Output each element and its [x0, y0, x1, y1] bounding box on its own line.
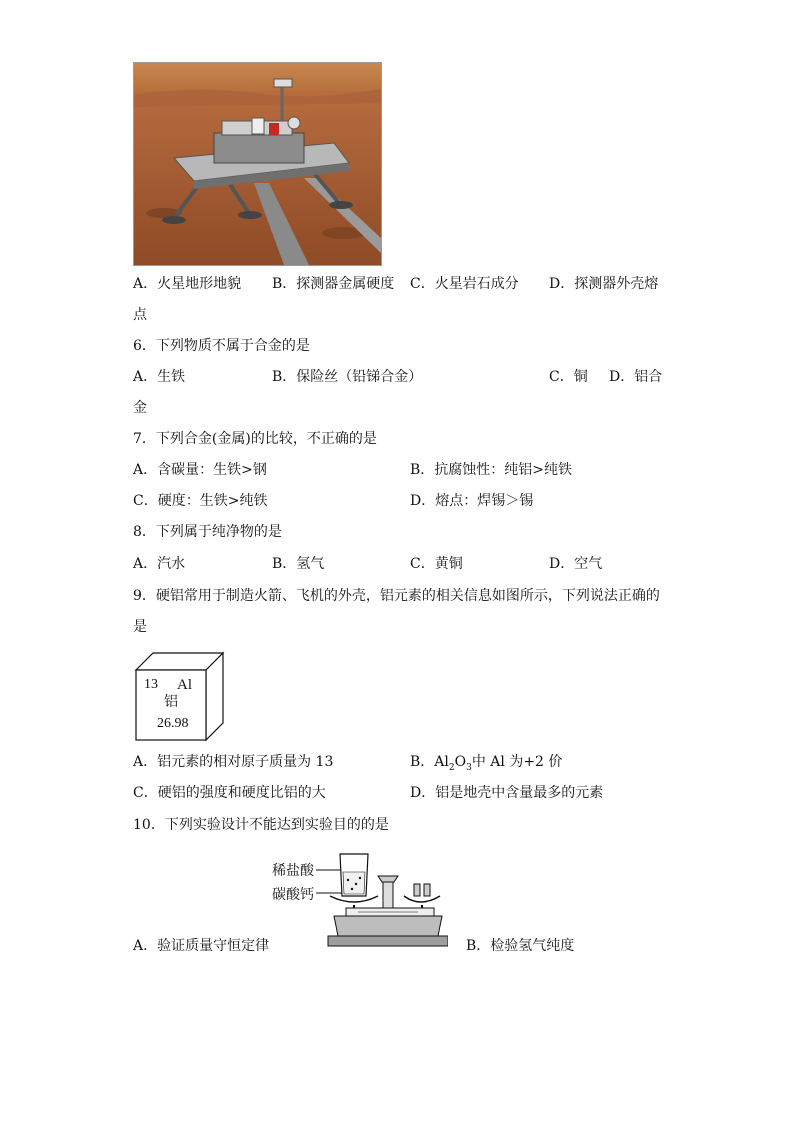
label-dilute-hydrochloric-acid: 稀盐酸: [272, 863, 314, 879]
element-name: 铝: [164, 695, 178, 710]
q6-option-b: B．保险丝（铅锑合金）: [272, 369, 423, 385]
q10-option-a: A．验证质量守恒定律: [133, 938, 270, 954]
q9-option-b: B．$Al_2O_3$中 Al 为+2 价: [410, 754, 563, 773]
q5-option-a: A．火星地形地貌: [133, 276, 242, 292]
element-atomic-number: 13: [144, 677, 158, 692]
q7-option-b: B．抗腐蚀性：纯铝>纯铁: [410, 462, 573, 478]
q6-stem: 6．下列物质不属于合金的是: [133, 338, 310, 354]
element-symbol: Al: [177, 677, 192, 693]
q6-option-c: C．铜: [549, 369, 588, 385]
q5-option-d-continued: 点: [133, 307, 147, 323]
q5-option-d: D．探测器外壳熔: [549, 276, 659, 292]
q8-option-b: B．氢气: [272, 556, 325, 572]
q7-option-a: A．含碳量：生铁>钢: [133, 462, 267, 478]
q7-stem: 7．下列合金(金属)的比较，不正确的是: [133, 431, 377, 447]
mars-lander-image: [133, 62, 382, 266]
q9-option-d: D．铝是地壳中含量最多的元素: [410, 785, 604, 801]
q9-stem-line1: 9．硬铝常用于制造火箭、飞机的外壳，铝元素的相关信息如图所示，下列说法正确的: [133, 588, 660, 604]
q6-option-d: D．铝合: [609, 369, 663, 385]
balance-experiment-diagram: [268, 850, 448, 950]
q5-option-c: C．火星岩石成分: [410, 276, 519, 292]
q6-option-d-continued: 金: [133, 400, 147, 416]
q10-stem: 10．下列实验设计不能达到实验目的的是: [133, 817, 389, 833]
q7-option-d: D．熔点：焊锡＞锡: [410, 493, 534, 509]
aluminum-element-card: [133, 650, 225, 742]
q7-option-c: C．硬度：生铁>纯铁: [133, 493, 268, 509]
q9-option-c: C．硬铝的强度和硬度比铝的大: [133, 785, 326, 801]
q9-stem-line2: 是: [133, 619, 147, 635]
q9-option-a: A．铝元素的相对原子质量为 13: [133, 754, 334, 770]
element-atomic-mass: 26.98: [157, 716, 189, 731]
q10-option-b: B．检验氢气纯度: [466, 938, 575, 954]
label-calcium-carbonate: 碳酸钙: [272, 887, 314, 903]
q6-option-a: A．生铁: [133, 369, 186, 385]
q8-stem: 8．下列属于纯净物的是: [133, 524, 282, 540]
q8-option-a: A．汽水: [133, 556, 186, 572]
q8-option-c: C．黄铜: [410, 556, 463, 572]
q8-option-d: D．空气: [549, 556, 603, 572]
q5-option-b: B．探测器金属硬度: [272, 276, 395, 292]
